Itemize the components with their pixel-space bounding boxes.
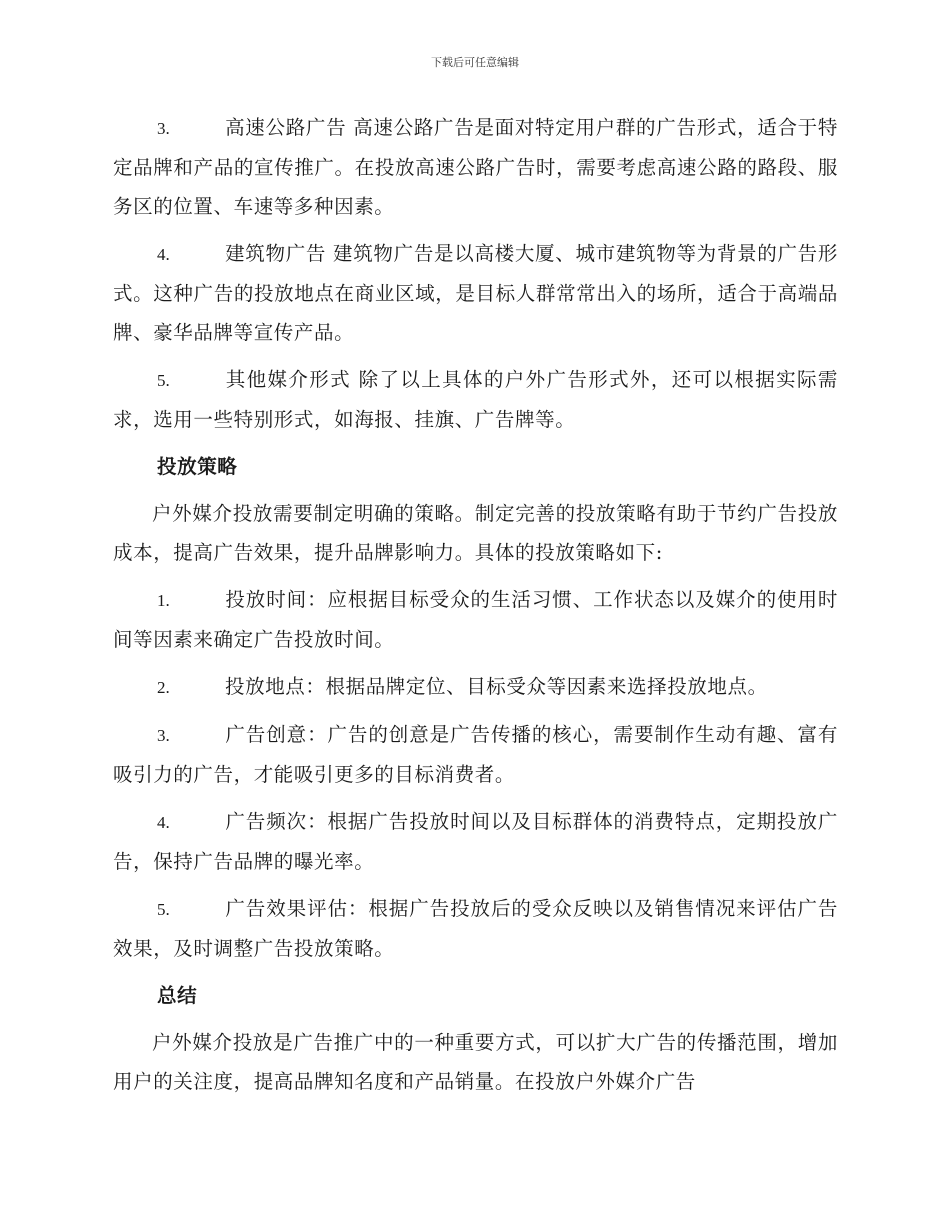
list-item-number: 2. [157,678,170,697]
list-item-text: 广告创意：广告的创意是广告传播的核心，需要制作生动有趣、富有吸引力的广告，才能吸引更多的目标消费者。 [113,723,838,786]
list-item [113,715,838,794]
list-item-text: 投放地点：根据品牌定位、目标受众等因素来选择投放地点。 [225,675,768,698]
section-heading-strategy: 投放策略 [157,455,238,478]
list-item [113,802,838,881]
list-item-text: 建筑物广告 建筑物广告是以高楼大厦、城市建筑物等为背景的广告形式。这种广告的投放地点在商业区域，是目标人群常常出入的场所，适合于高端品牌、豪华品牌等宣传产品。 [113,242,838,344]
document-body [113,108,838,1109]
list-item [113,360,838,439]
list-item-text: 其他媒介形式 除了以上具体的户外广告形式外，还可以根据实际需求，选用一些特别形式，如海报、挂旗、广告牌等。 [113,368,838,431]
list-item-number: 3. [157,119,170,138]
list-item [113,234,838,352]
section-heading-summary: 总结 [157,984,198,1007]
list-item-text: 高速公路广告 高速公路广告是面对特定用户群的广告形式，适合于特定品牌和产品的宣传推广。在投放高速公路广告时，需要考虑高速公路的路段、服务区的位置、车速等多种因素。 [113,116,838,218]
list-item-number: 5. [157,900,170,919]
list-item-text: 投放时间：应根据目标受众的生活习惯、工作状态以及媒介的使用时间等因素来确定广告投放时间。 [113,588,838,651]
list-item-text: 广告频次：根据广告投放时间以及目标群体的消费特点，定期投放广告，保持广告品牌的曝光率。 [113,810,838,873]
header-note: 下载后可任意编辑 [431,56,519,69]
list-item-number: 1. [157,591,170,610]
list-item [113,889,838,968]
list-item [113,108,838,226]
list-item-number: 5. [157,371,170,390]
list-item [113,667,838,707]
summary-paragraph: 户外媒介投放是广告推广中的一种重要方式，可以扩大广告的传播范围，增加用户的关注度，提高品牌知名度和产品销量。在投放户外媒介广告 [113,1031,838,1093]
list-item-number: 4. [157,245,170,264]
list-item-text: 广告效果评估：根据广告投放后的受众反映以及销售情况来评估广告效果，及时调整广告投放策略。 [113,897,838,960]
list-item-number: 4. [157,813,170,832]
list-item-number: 3. [157,726,170,745]
strategy-intro-paragraph: 户外媒介投放需要制定明确的策略。制定完善的投放策略有助于节约广告投放成本，提高广告效果，提升品牌影响力。具体的投放策略如下: [113,502,838,564]
list-item [113,580,838,659]
